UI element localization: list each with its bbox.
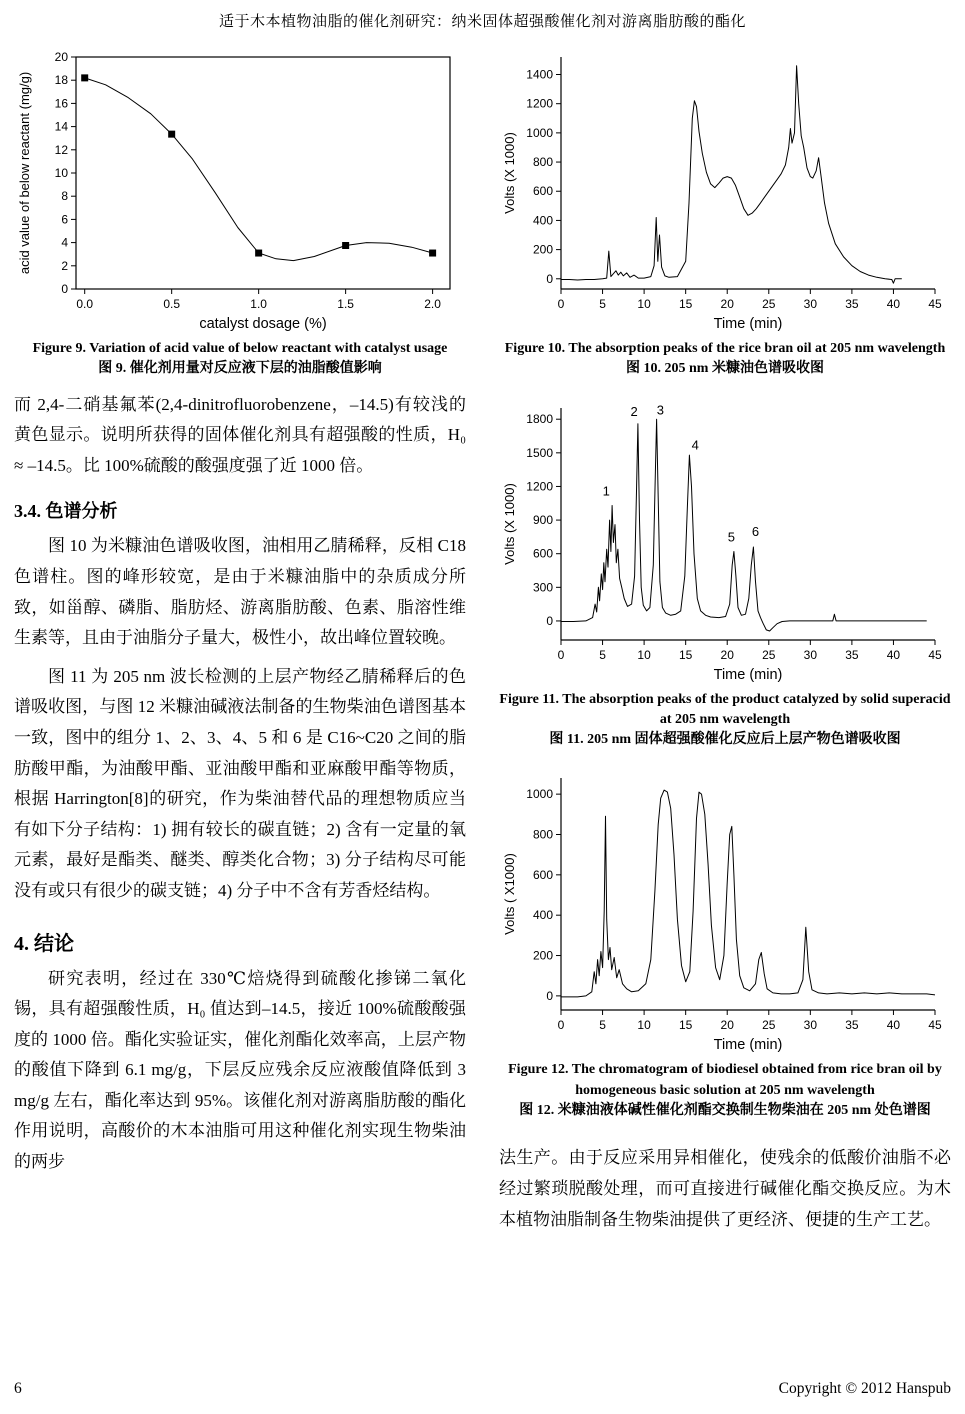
figure-11-caption-en: Figure 11. The absorption peaks of the product catalyzed by solid superacid at 205 nm wavelength xyxy=(499,691,951,727)
svg-text:0: 0 xyxy=(546,989,553,1004)
figure-9-caption-zh: 图 9. 催化剂用量对反应液下层的油脂酸值影响 xyxy=(98,361,382,377)
svg-text:3: 3 xyxy=(656,402,664,418)
svg-text:800: 800 xyxy=(532,155,553,170)
svg-text:0: 0 xyxy=(557,297,565,311)
svg-text:35: 35 xyxy=(845,647,859,662)
svg-text:1000: 1000 xyxy=(526,787,553,802)
svg-text:600: 600 xyxy=(532,184,553,199)
figure-12 xyxy=(499,766,951,1121)
svg-text:0.0: 0.0 xyxy=(76,297,94,311)
svg-text:Time (min): Time (min) xyxy=(713,1037,783,1054)
svg-text:35: 35 xyxy=(845,297,859,311)
svg-text:20: 20 xyxy=(720,647,734,662)
paragraph-fig11-description: 图 11 为 205 nm 波长检测的上层产物经乙腈稀释后的色谱吸收图，与图 12 米糠油碱液法制备的生物柴油色谱图基本一致，图中的组分 1、2、3、4、5 和 6 是 C16~C20 之间的脂肪酸甲酯，为油酸甲酯、亚油酸甲酯和亚麻酸甲酯等物质，根据 Harrington[8]的研究，作为柴油替代品的理想物质应当有如下分子结构：1) 拥有较长的碳直链；2) 含有一定量的氧元素，最好是酯类、醚类、醇类化合物；3) 分子结构尽可能没有或只有很少的碳支链；4) 分子中不含有芳香烃结构。 xyxy=(14,666,466,900)
svg-text:1: 1 xyxy=(602,483,610,499)
svg-text:20: 20 xyxy=(54,50,68,64)
svg-text:15: 15 xyxy=(678,647,693,662)
figure-11-chart xyxy=(499,396,951,688)
svg-text:1200: 1200 xyxy=(526,96,553,111)
svg-text:10: 10 xyxy=(54,166,68,180)
figure-10-chart xyxy=(499,45,951,337)
svg-text:200: 200 xyxy=(532,949,553,964)
svg-text:0: 0 xyxy=(557,1018,565,1033)
svg-text:45: 45 xyxy=(928,297,942,311)
paragraph-fig10-description: 图 10 为米糠油色谱吸收图，油相用乙腈稀释，反相 C18 色谱柱。图的峰形较宽，是由于米糠油脂中的杂质成分所致，如甾醇、磷脂、脂肪烃、游离脂肪酸、色素、脂溶性维生素等，且由于油脂分子量大，极性小，故出峰位置较晚。 xyxy=(14,536,466,648)
svg-text:0: 0 xyxy=(61,282,68,296)
svg-text:1200: 1200 xyxy=(526,479,553,494)
svg-text:Volts ( X1000): Volts ( X1000) xyxy=(502,853,517,936)
svg-text:400: 400 xyxy=(532,213,553,228)
figure-10-caption xyxy=(499,339,951,380)
svg-text:1800: 1800 xyxy=(526,411,553,426)
svg-text:200: 200 xyxy=(532,242,553,257)
svg-text:15: 15 xyxy=(678,1018,693,1033)
figure-10 xyxy=(499,45,951,380)
svg-text:25: 25 xyxy=(762,297,776,311)
svg-text:Time (min): Time (min) xyxy=(713,666,783,683)
svg-text:30: 30 xyxy=(803,647,818,662)
svg-text:40: 40 xyxy=(886,647,901,662)
svg-text:300: 300 xyxy=(532,579,553,594)
svg-text:45: 45 xyxy=(928,647,942,662)
paragraph-acid-strength: 而 2,4-二硝基氟苯(2,4-dinitrofluorobenzene，–14.5)有较浅的黄色显示。说明所获得的固体催化剂具有超强酸的性质，H₀ ≈ –14.5。比 100%硫酸的酸强度强了近 1000 倍。 xyxy=(14,394,466,475)
svg-text:5: 5 xyxy=(599,647,606,662)
svg-text:400: 400 xyxy=(532,908,553,923)
paragraph-conclusion: 研究表明，经过在 330℃焙烧得到硫酸化掺锑二氧化锡，具有超强酸性质，H₀ 值达到–14.5，接近 100%硫酸酸强度的 1000 倍。酯化实验证实，催化剂酯化效率高，上层产物的酸值下降到 6.1 mg/g，下层反应残余反应液酸值降低到 3 mg/g 左右，酯化率达到 95%。该催化剂对游离脂肪酸的酯化作用说明，高酸价的木本油脂可用这种催化剂实现生物柴油的两步 xyxy=(14,968,466,1172)
two-column-layout xyxy=(14,43,951,1243)
page-header xyxy=(14,10,951,31)
svg-text:14: 14 xyxy=(54,119,68,134)
svg-text:12: 12 xyxy=(54,142,68,157)
svg-text:1400: 1400 xyxy=(526,67,553,82)
svg-text:6: 6 xyxy=(751,523,760,539)
left-column xyxy=(14,43,466,1243)
svg-text:Volts (X 1000): Volts (X 1000) xyxy=(502,482,517,565)
section-heading-4: 4. 结论 xyxy=(14,932,74,955)
figure-11-caption-zh: 图 11. 205 nm 固体超强酸催化反应后上层产物色谱吸收图 xyxy=(549,732,901,748)
figure-12-caption xyxy=(499,1060,951,1121)
svg-text:15: 15 xyxy=(678,297,693,311)
figure-11 xyxy=(499,396,951,751)
right-column xyxy=(499,43,951,1243)
svg-text:0.5: 0.5 xyxy=(163,297,181,311)
svg-text:10: 10 xyxy=(637,1018,651,1033)
paragraph-conclusion-continued: 法生产。由于反应采用异相催化，使残余的低酸价油脂不必经过繁琐脱酸处理，而可直接进行碱催化酯交换反应。为木本植物油脂制备生物柴油提供了更经济、便捷的生产工艺。 xyxy=(499,1148,951,1229)
svg-text:600: 600 xyxy=(532,546,553,561)
figure-10-caption-en: Figure 10. The absorption peaks of the rice bran oil at 205 nm wavelength xyxy=(504,341,946,356)
svg-text:1000: 1000 xyxy=(526,125,553,140)
svg-text:6: 6 xyxy=(61,212,68,227)
svg-text:20: 20 xyxy=(720,297,734,311)
svg-text:25: 25 xyxy=(762,1018,776,1033)
svg-text:40: 40 xyxy=(886,297,901,311)
svg-text:900: 900 xyxy=(532,512,553,527)
svg-text:18: 18 xyxy=(54,73,68,88)
page-footer xyxy=(14,1380,951,1398)
svg-text:acid value of below reactant (: acid value of below reactant (mg/g) xyxy=(17,71,32,275)
svg-text:30: 30 xyxy=(803,1018,818,1033)
svg-text:45: 45 xyxy=(928,1018,942,1033)
svg-text:1.5: 1.5 xyxy=(337,297,354,311)
figure-9-caption-en: Figure 9. Variation of acid value of below reactant with catalyst usage xyxy=(32,341,448,356)
svg-text:Time (min): Time (min) xyxy=(713,316,783,332)
figure-12-caption-zh: 图 12. 米糠油液体碱性催化剂酯交换制生物柴油在 205 nm 处色谱图 xyxy=(519,1103,931,1119)
figure-11-caption xyxy=(499,690,951,751)
svg-text:8: 8 xyxy=(61,189,68,204)
svg-text:16: 16 xyxy=(54,96,68,111)
svg-text:2: 2 xyxy=(630,403,638,419)
svg-text:4: 4 xyxy=(691,437,699,453)
running-title: 适于木本植物油脂的催化剂研究：纳米固体超强酸催化剂对游离脂肪酸的酯化 xyxy=(218,14,746,30)
svg-text:5: 5 xyxy=(727,528,735,544)
svg-text:0: 0 xyxy=(546,613,553,628)
figure-9-chart xyxy=(14,45,466,337)
svg-text:5: 5 xyxy=(599,1018,606,1033)
svg-text:Volts (X 1000): Volts (X 1000) xyxy=(502,132,517,214)
page-number: 6 xyxy=(14,1380,22,1397)
copyright-notice: Copyright © 2012 Hanspub xyxy=(778,1380,951,1397)
svg-text:40: 40 xyxy=(886,1018,901,1033)
svg-text:2.0: 2.0 xyxy=(424,297,441,311)
svg-text:10: 10 xyxy=(637,647,651,662)
section-heading-3-4: 3.4. 色谱分析 xyxy=(14,501,118,522)
svg-text:0: 0 xyxy=(557,647,565,662)
figure-9 xyxy=(14,45,466,380)
figure-9-caption xyxy=(14,339,466,380)
svg-text:1.0: 1.0 xyxy=(250,297,267,311)
svg-text:600: 600 xyxy=(532,868,553,883)
svg-text:0: 0 xyxy=(546,271,553,286)
figure-12-caption-en: Figure 12. The chromatogram of biodiesel obtained from rice bran oil by homogeneous basic solution at 205 nm wavelength xyxy=(508,1062,942,1098)
svg-text:1500: 1500 xyxy=(526,445,553,460)
svg-text:4: 4 xyxy=(61,235,68,250)
svg-text:25: 25 xyxy=(762,647,776,662)
figure-12-chart xyxy=(499,766,951,1058)
svg-text:30: 30 xyxy=(803,297,818,311)
svg-text:35: 35 xyxy=(845,1018,859,1033)
svg-text:catalyst dosage (%): catalyst dosage (%) xyxy=(199,316,327,332)
svg-text:800: 800 xyxy=(532,827,553,842)
svg-text:20: 20 xyxy=(720,1018,734,1033)
svg-text:2: 2 xyxy=(61,258,68,273)
figure-10-caption-zh: 图 10. 205 nm 米糠油色谱吸收图 xyxy=(626,361,824,377)
svg-text:5: 5 xyxy=(599,297,606,311)
svg-text:10: 10 xyxy=(637,297,651,311)
